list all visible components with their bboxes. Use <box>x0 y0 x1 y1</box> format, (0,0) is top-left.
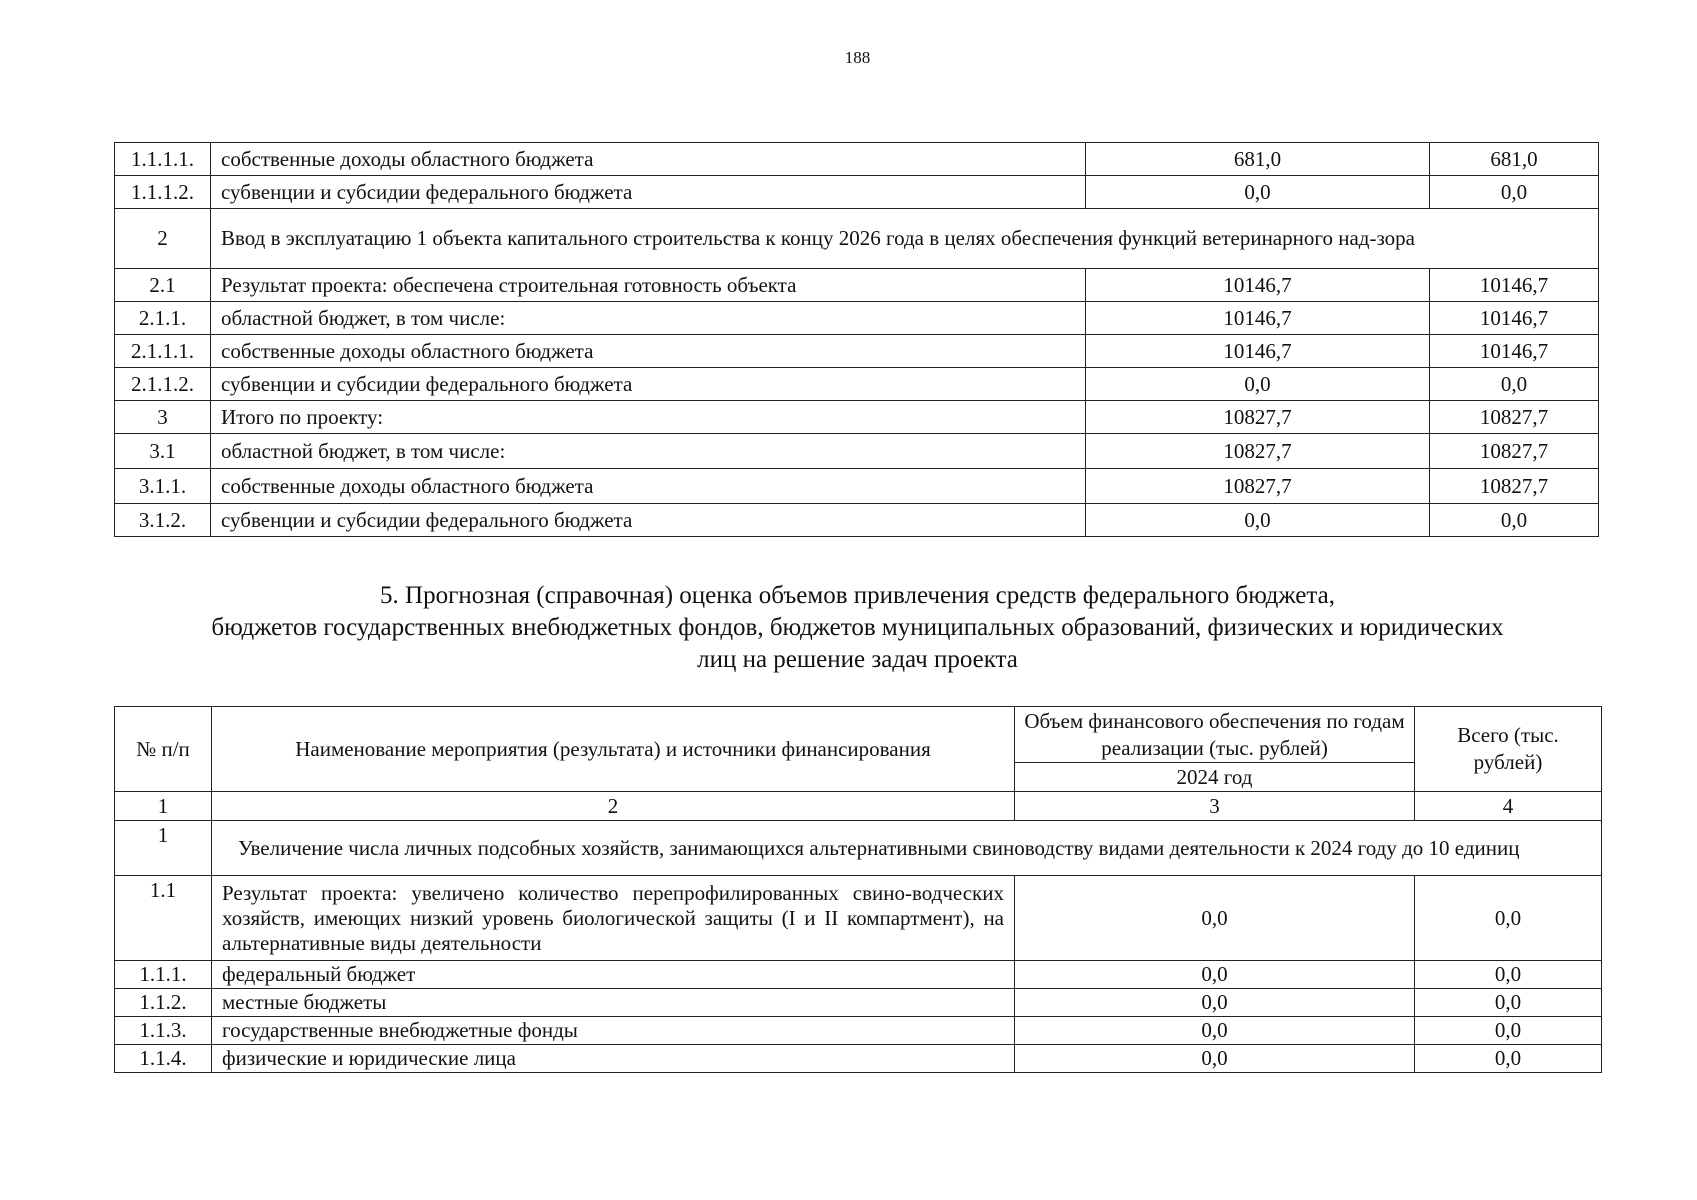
table-row <box>115 434 1599 469</box>
row-value-total: 10827,7 <box>1430 469 1599 504</box>
row-value-year: 0,0 <box>1015 1045 1415 1073</box>
section-title <box>114 580 1601 676</box>
row-value-year: 0,0 <box>1015 961 1415 989</box>
row-name: собственные доходы областного бюджета <box>211 143 1086 176</box>
row-value-total: 0,0 <box>1430 176 1599 209</box>
table-row <box>115 821 1602 876</box>
section-title-line: лиц на решение задач проекта <box>697 646 1018 673</box>
row-value-total: 0,0 <box>1415 989 1602 1017</box>
budget-table-continued <box>114 142 1599 537</box>
row-number: 1.1.4. <box>115 1045 212 1073</box>
row-number: 2.1.1.1. <box>115 335 211 368</box>
header-volume: Объем финансового обеспечения по годам реализации (тыс. рублей) <box>1015 707 1415 763</box>
row-value-total: 0,0 <box>1430 368 1599 401</box>
table-row <box>115 209 1599 269</box>
row-name: областной бюджет, в том числе: <box>211 302 1086 335</box>
row-value-total: 0,0 <box>1430 504 1599 537</box>
row-value-total: 0,0 <box>1415 1045 1602 1073</box>
row-value-year: 10146,7 <box>1086 269 1430 302</box>
row-number: 3.1.2. <box>115 504 211 537</box>
row-name: местные бюджеты <box>212 989 1015 1017</box>
row-value-year: 0,0 <box>1015 989 1415 1017</box>
row-number: 3.1 <box>115 434 211 469</box>
row-number: 3 <box>115 401 211 434</box>
row-number: 1.1 <box>115 876 212 961</box>
row-value-total: 10146,7 <box>1430 335 1599 368</box>
row-number: 1 <box>115 821 212 876</box>
row-name: федеральный бюджет <box>212 961 1015 989</box>
table-row <box>115 876 1602 961</box>
section-title-line: бюджетов государственных внебюджетных фондов, бюджетов муниципальных образований, физических и юридических <box>211 614 1504 641</box>
table-row <box>115 1045 1602 1073</box>
table-row <box>115 269 1599 302</box>
row-number: 1.1.1. <box>115 961 212 989</box>
column-number: 2 <box>212 792 1015 821</box>
table-header-row <box>115 707 1602 763</box>
table-row <box>115 469 1599 504</box>
row-value-total: 10146,7 <box>1430 269 1599 302</box>
row-name: субвенции и субсидии федерального бюджета <box>211 504 1086 537</box>
table-row <box>115 368 1599 401</box>
financing-estimate-table <box>114 706 1602 1073</box>
header-name: Наименование мероприятия (результата) и источники финансирования <box>212 707 1015 792</box>
table-row <box>115 1017 1602 1045</box>
row-name: Увеличение числа личных подсобных хозяйств, занимающихся альтернативными свиноводству видами деятельности к 2024 году до 10 единиц <box>212 821 1602 876</box>
row-value-total: 0,0 <box>1415 961 1602 989</box>
row-value-year: 10827,7 <box>1086 401 1430 434</box>
table-row <box>115 302 1599 335</box>
table-row <box>115 961 1602 989</box>
row-value-year: 0,0 <box>1086 176 1430 209</box>
row-value-year: 10146,7 <box>1086 302 1430 335</box>
row-number: 2.1.1.2. <box>115 368 211 401</box>
row-number: 1.1.3. <box>115 1017 212 1045</box>
row-value-year: 0,0 <box>1015 876 1415 961</box>
row-value-year: 10827,7 <box>1086 469 1430 504</box>
table-row <box>115 143 1599 176</box>
row-value-total: 0,0 <box>1415 1017 1602 1045</box>
row-value-total: 10146,7 <box>1430 302 1599 335</box>
row-number: 2.1.1. <box>115 302 211 335</box>
row-value-total: 10827,7 <box>1430 434 1599 469</box>
header-number: № п/п <box>115 707 212 792</box>
page-number: 188 <box>844 48 871 67</box>
row-name: государственные внебюджетные фонды <box>212 1017 1015 1045</box>
row-number: 1.1.1.2. <box>115 176 211 209</box>
table-row <box>115 504 1599 537</box>
column-number: 3 <box>1015 792 1415 821</box>
table-row <box>115 176 1599 209</box>
row-name: физические и юридические лица <box>212 1045 1015 1073</box>
header-year: 2024 год <box>1015 763 1415 792</box>
row-name: собственные доходы областного бюджета <box>211 335 1086 368</box>
row-name: Итого по проекту: <box>211 401 1086 434</box>
table-row <box>115 401 1599 434</box>
column-number: 4 <box>1415 792 1602 821</box>
row-value-total: 10827,7 <box>1430 401 1599 434</box>
column-number: 1 <box>115 792 212 821</box>
row-number: 2.1 <box>115 269 211 302</box>
row-value-year: 0,0 <box>1086 368 1430 401</box>
column-numbers-row <box>115 792 1602 821</box>
row-value-total: 0,0 <box>1415 876 1602 961</box>
row-name: Результат проекта: обеспечена строительная готовность объекта <box>211 269 1086 302</box>
row-name: собственные доходы областного бюджета <box>211 469 1086 504</box>
row-value-year: 0,0 <box>1015 1017 1415 1045</box>
row-number: 3.1.1. <box>115 469 211 504</box>
row-value-year: 0,0 <box>1086 504 1430 537</box>
row-name: субвенции и субсидии федерального бюджета <box>211 368 1086 401</box>
row-value-total: 681,0 <box>1430 143 1599 176</box>
row-value-year: 10146,7 <box>1086 335 1430 368</box>
row-name: Результат проекта: увеличено количество перепрофилированных свино-водческих хозяйств, имеющих низкий уровень биологической защиты (I и II компартмент), на альтернативные виды деятельности <box>212 876 1015 961</box>
table-row <box>115 335 1599 368</box>
row-number: 2 <box>115 209 211 269</box>
row-value-year: 10827,7 <box>1086 434 1430 469</box>
section-title-line: 5. Прогнозная (справочная) оценка объемов привлечения средств федерального бюджета, <box>380 582 1335 609</box>
row-number: 1.1.1.1. <box>115 143 211 176</box>
header-total: Всего (тыс. рублей) <box>1415 707 1602 792</box>
row-name: областной бюджет, в том числе: <box>211 434 1086 469</box>
row-value-year: 681,0 <box>1086 143 1430 176</box>
row-name: Ввод в эксплуатацию 1 объекта капитального строительства к концу 2026 года в целях обеспечения функций ветеринарного над-зора <box>211 209 1599 269</box>
row-number: 1.1.2. <box>115 989 212 1017</box>
row-name: субвенции и субсидии федерального бюджета <box>211 176 1086 209</box>
table-row <box>115 989 1602 1017</box>
